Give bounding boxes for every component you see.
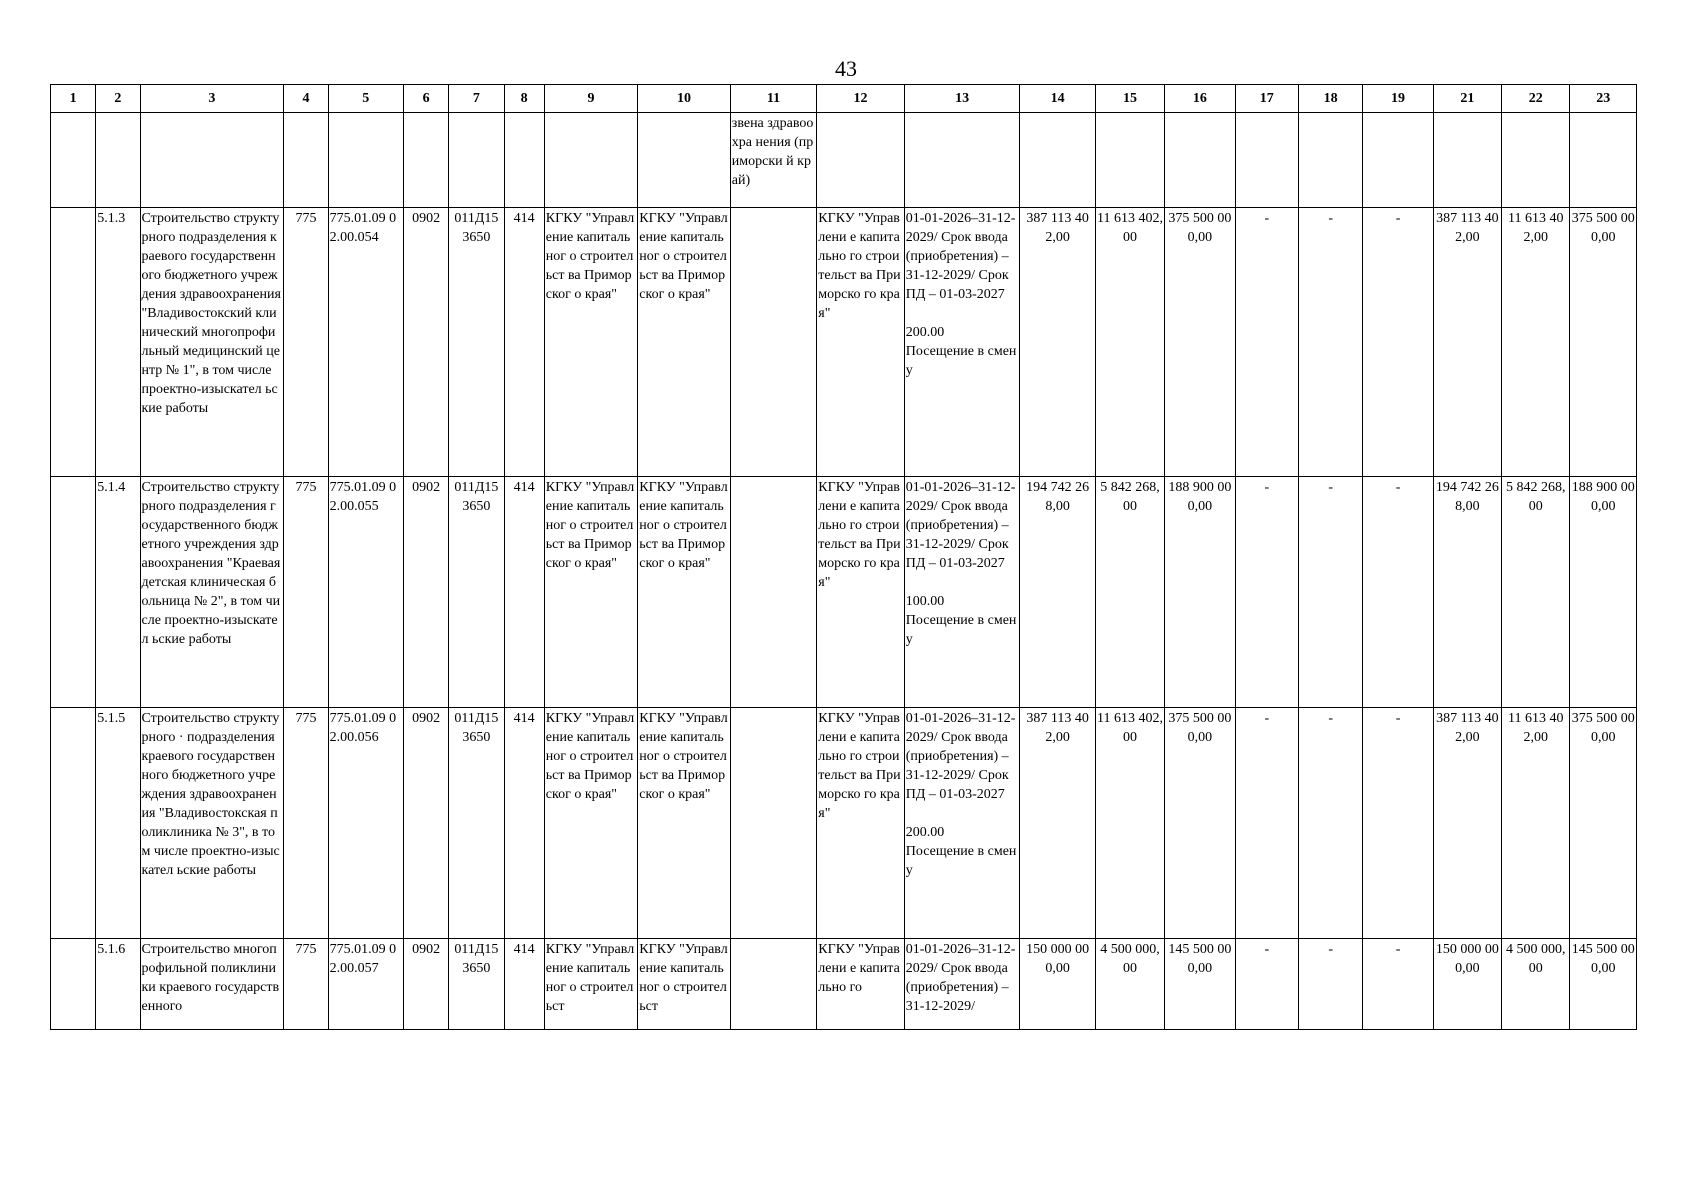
cell: КГКУ "Управление капитальног о строительст ва Приморског о края" (544, 208, 638, 477)
cell: 387 113 402,00 (1433, 208, 1501, 477)
col-header: 23 (1570, 85, 1637, 113)
cell: КГКУ "Управлени е капитально го (817, 939, 904, 1030)
cell (730, 939, 816, 1030)
cell: 775 (284, 208, 328, 477)
cell: 387 113 402,00 (1433, 708, 1501, 939)
cell: 150 000 000,00 (1433, 939, 1501, 1030)
cell: 150 000 000,00 (1020, 939, 1095, 1030)
cell: 0902 (403, 477, 448, 708)
header-row (51, 85, 1637, 113)
col-header: 21 (1433, 85, 1501, 113)
cell: 11 613 402,00 (1095, 708, 1164, 939)
table-row (51, 939, 1637, 1030)
cell: 4 500 000,00 (1095, 939, 1164, 1030)
continuation-row (51, 113, 1637, 208)
cell: КГКУ "Управление капитальног о строительст (544, 939, 638, 1030)
cell: 387 113 402,00 (1020, 208, 1095, 477)
cell: - (1235, 939, 1298, 1030)
cell: 01-01-2026–31-12-2029/ Срок ввода (приобретения) – 31-12-2029/ Срок ПД – 01-03-2027 200.00 Посещение в смену (904, 208, 1020, 477)
cell: - (1298, 477, 1362, 708)
cell: КГКУ "Управление капитальног о строительст ва Приморског о края" (544, 477, 638, 708)
cell: - (1298, 939, 1362, 1030)
col-header: 8 (504, 85, 544, 113)
cell: 775 (284, 477, 328, 708)
cell: 188 900 000,00 (1570, 477, 1637, 708)
col-header: 9 (544, 85, 638, 113)
cell: 775.01.09 02.00.054 (328, 208, 403, 477)
cell: 145 500 000,00 (1165, 939, 1235, 1030)
col-header: 14 (1020, 85, 1095, 113)
col-header: 22 (1502, 85, 1570, 113)
col-header: 6 (403, 85, 448, 113)
cell: КГКУ "Управление капитальног о строительст (638, 939, 731, 1030)
cell (730, 208, 816, 477)
row-title: Строительство структурного подразделения краевого государственного бюджетного учреждения здравоохранения "Владивостокский клинический многопрофильный медицинский центр № 1", в том числе проектно-изыскател ьские работы (140, 208, 284, 477)
cell: 01-01-2026–31-12-2029/ Срок ввода (приобретения) – 31-12-2029/ Срок ПД – 01-03-2027 100.00 Посещение в смену (904, 477, 1020, 708)
cell: - (1235, 708, 1298, 939)
cell: 375 500 000,00 (1165, 708, 1235, 939)
cell: 775.01.09 02.00.057 (328, 939, 403, 1030)
col-header: 15 (1095, 85, 1164, 113)
cell: 11 613 402,00 (1095, 208, 1164, 477)
col-header: 13 (904, 85, 1020, 113)
cell: 011Д15 3650 (449, 708, 504, 939)
cell: 5 842 268,00 (1502, 477, 1570, 708)
cell: - (1363, 939, 1433, 1030)
col-header: 12 (817, 85, 904, 113)
row-id: 5.1.6 (96, 939, 140, 1030)
row-title: Строительство многопрофильной поликлиники краевого государственного (140, 939, 284, 1030)
cell: 11 613 402,00 (1502, 208, 1570, 477)
col-header: 4 (284, 85, 328, 113)
page-number: 43 (835, 56, 857, 81)
cell: - (1363, 208, 1433, 477)
cell: 414 (504, 939, 544, 1030)
cell: 145 500 000,00 (1570, 939, 1637, 1030)
cell: 0902 (403, 208, 448, 477)
cell: 4 500 000,00 (1502, 939, 1570, 1030)
row-id: 5.1.4 (96, 477, 140, 708)
row-id: 5.1.5 (96, 708, 140, 939)
cell: 387 113 402,00 (1020, 708, 1095, 939)
col-header: 1 (51, 85, 96, 113)
cell: 0902 (403, 708, 448, 939)
row-id: 5.1.3 (96, 208, 140, 477)
cell: 0902 (403, 939, 448, 1030)
cell: КГКУ "Управлени е капитально го строительст ва Приморско го края" (817, 477, 904, 708)
col-header: 16 (1165, 85, 1235, 113)
cell: КГКУ "Управление капитальног о строительст ва Приморског о края" (544, 708, 638, 939)
col-header: 5 (328, 85, 403, 113)
cell: КГКУ "Управление капитальног о строительст ва Приморског о края" (638, 208, 731, 477)
cell: КГКУ "Управление капитальног о строительст ва Приморског о края" (638, 708, 731, 939)
cell: 775 (284, 708, 328, 939)
col-header: 10 (638, 85, 731, 113)
table-row (51, 477, 1637, 708)
cell: 775.01.09 02.00.056 (328, 708, 403, 939)
cell (730, 708, 816, 939)
row-title: Строительство структурного · подразделения краевого государственного бюджетного учреждения здравоохранения "Владивостокская поликлиника № 3", в том числе проектно-изыскател ьские работы (140, 708, 284, 939)
cell: - (1363, 477, 1433, 708)
cell: 011Д15 3650 (449, 939, 504, 1030)
cell: КГКУ "Управлени е капитально го строительст ва Приморско го края" (817, 208, 904, 477)
cell: 011Д15 3650 (449, 208, 504, 477)
cell: 194 742 268,00 (1020, 477, 1095, 708)
table-row (51, 708, 1637, 939)
col-header: 19 (1363, 85, 1433, 113)
cell: 194 742 268,00 (1433, 477, 1501, 708)
row-title: Строительство структурного подразделения государственного бюджетного учреждения здравоохранения "Краевая детская клиническая больница № 2", в том числе проектно-изыскател ьские работы (140, 477, 284, 708)
cell: КГКУ "Управлени е капитально го строительст ва Приморско го края" (817, 708, 904, 939)
cell: 414 (504, 208, 544, 477)
cell: - (1235, 477, 1298, 708)
cell: 188 900 000,00 (1165, 477, 1235, 708)
table-row (51, 208, 1637, 477)
col-header: 2 (96, 85, 140, 113)
cell: 375 500 000,00 (1570, 208, 1637, 477)
col-header: 18 (1298, 85, 1362, 113)
cell: - (1298, 708, 1362, 939)
cell: - (1363, 708, 1433, 939)
cell: КГКУ "Управление капитальног о строительст ва Приморског о края" (638, 477, 731, 708)
continuation-cell: звена здравоохра нения (приморски й край) (730, 113, 816, 208)
col-header: 11 (730, 85, 816, 113)
cell: 5 842 268,00 (1095, 477, 1164, 708)
cell: 375 500 000,00 (1570, 708, 1637, 939)
cell: 011Д15 3650 (449, 477, 504, 708)
cell: - (1235, 208, 1298, 477)
cell: 375 500 000,00 (1165, 208, 1235, 477)
cell: 01-01-2026–31-12-2029/ Срок ввода (приобретения) – 31-12-2029/ (904, 939, 1020, 1030)
cell: 01-01-2026–31-12-2029/ Срок ввода (приобретения) – 31-12-2029/ Срок ПД – 01-03-2027 200.00 Посещение в смену (904, 708, 1020, 939)
cell (730, 477, 816, 708)
cell: 775.01.09 02.00.055 (328, 477, 403, 708)
col-header: 3 (140, 85, 284, 113)
col-header: 7 (449, 85, 504, 113)
cell: 414 (504, 708, 544, 939)
cell: 11 613 402,00 (1502, 708, 1570, 939)
cell: 414 (504, 477, 544, 708)
col-header: 17 (1235, 85, 1298, 113)
cell: 775 (284, 939, 328, 1030)
cell: - (1298, 208, 1362, 477)
program-table (50, 84, 1637, 1030)
